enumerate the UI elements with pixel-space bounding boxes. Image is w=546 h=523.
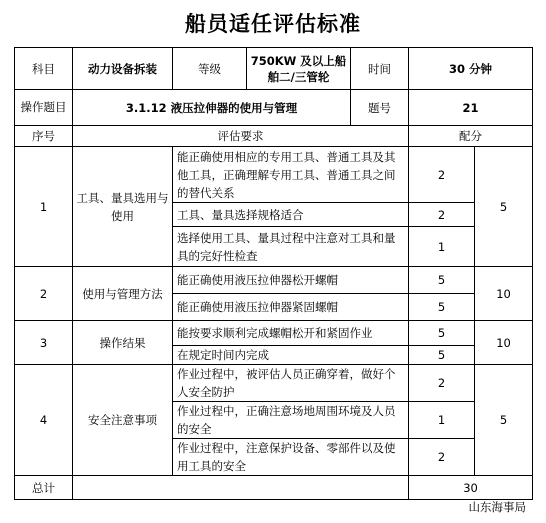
table-row xyxy=(15,267,533,294)
item-text: 作业过程中，注意保护设备、零部件以及使用工具的安全 xyxy=(173,439,409,476)
item-score: 5 xyxy=(409,294,475,321)
assessment-table xyxy=(14,47,533,500)
section-total: 10 xyxy=(475,267,533,321)
item-text: 工具、量具选择规格适合 xyxy=(173,203,409,227)
section-no: 3 xyxy=(15,321,73,365)
grade-value: 750KW 及以上船舶二/三管轮 xyxy=(247,48,351,90)
item-score: 2 xyxy=(409,147,475,203)
header-row xyxy=(15,48,533,90)
page-title: 船员适任评估标准 xyxy=(185,11,361,36)
section-name: 操作结果 xyxy=(73,321,173,365)
item-text: 选择使用工具、量具过程中注意对工具和量具的完好性检查 xyxy=(173,227,409,267)
time-value: 30 分钟 xyxy=(409,48,533,90)
section-total: 5 xyxy=(475,147,533,267)
item-score: 5 xyxy=(409,321,475,346)
item-text: 作业过程中，被评估人员正确穿着，做好个人安全防护 xyxy=(173,365,409,402)
topic-label: 操作题目 xyxy=(15,90,73,126)
item-text: 能正确使用相应的专用工具、普通工具及其他工具，正确理解专用工具、普通工具之间的替代关系 xyxy=(173,147,409,203)
section-no: 4 xyxy=(15,365,73,476)
section-total: 10 xyxy=(475,321,533,365)
score-header: 配分 xyxy=(409,126,533,147)
item-score: 1 xyxy=(409,402,475,439)
section-no: 1 xyxy=(15,147,73,267)
section-no: 2 xyxy=(15,267,73,321)
total-row xyxy=(15,476,533,500)
column-header-row xyxy=(15,126,533,147)
item-score: 2 xyxy=(409,203,475,227)
topic-value: 3.1.12 液压拉伸器的使用与管理 xyxy=(73,90,351,126)
req-header: 评估要求 xyxy=(73,126,409,147)
item-text: 能按要求顺利完成螺帽松开和紧固作业 xyxy=(173,321,409,346)
item-text: 能正确使用液压拉伸器松开螺帽 xyxy=(173,267,409,294)
subject-label: 科目 xyxy=(15,48,73,90)
item-score: 5 xyxy=(409,267,475,294)
item-text: 在规定时间内完成 xyxy=(173,346,409,365)
table-row xyxy=(15,321,533,346)
table-row xyxy=(15,147,533,203)
item-score: 2 xyxy=(409,439,475,476)
grade-label: 等级 xyxy=(173,48,247,90)
item-score: 5 xyxy=(409,346,475,365)
time-label: 时间 xyxy=(351,48,409,90)
total-spacer xyxy=(73,476,409,500)
issuer-footer: 山东海事局 xyxy=(468,500,526,514)
section-name: 使用与管理方法 xyxy=(73,267,173,321)
qno-value: 21 xyxy=(409,90,533,126)
section-total: 5 xyxy=(475,365,533,476)
total-label: 总计 xyxy=(15,476,73,500)
item-score: 1 xyxy=(409,227,475,267)
qno-label: 题号 xyxy=(351,90,409,126)
item-text: 能正确使用液压拉伸器紧固螺帽 xyxy=(173,294,409,321)
topic-row xyxy=(15,90,533,126)
section-name: 工具、量具选用与使用 xyxy=(73,147,173,267)
item-text: 作业过程中，正确注意场地周围环境及人员的安全 xyxy=(173,402,409,439)
item-score: 2 xyxy=(409,365,475,402)
total-value: 30 xyxy=(409,476,533,500)
seq-header: 序号 xyxy=(15,126,73,147)
table-row xyxy=(15,365,533,402)
section-name: 安全注意事项 xyxy=(73,365,173,476)
subject-value: 动力设备拆装 xyxy=(73,48,173,90)
